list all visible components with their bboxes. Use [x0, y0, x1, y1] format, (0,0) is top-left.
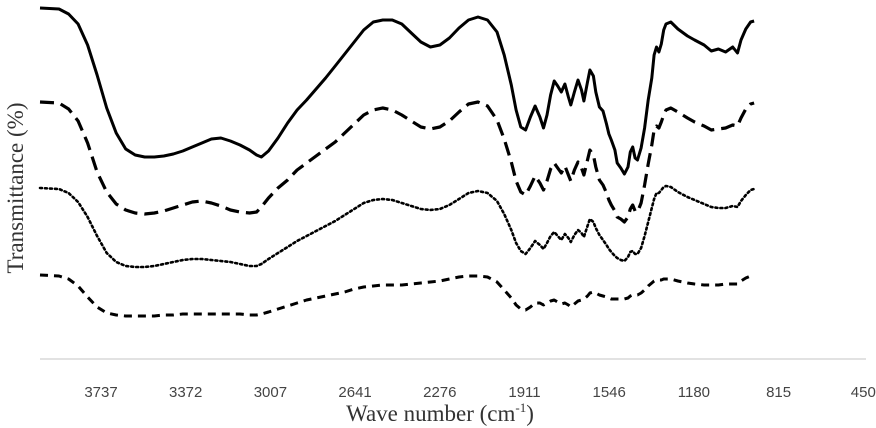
- x-tick-label: 1546: [592, 384, 626, 401]
- series-line-1-solid: [40, 8, 754, 174]
- series-line-3-dotted: [40, 186, 754, 267]
- x-tick-label: 1180: [677, 384, 711, 401]
- x-tick-labels: [84, 384, 876, 401]
- x-tick-label: 450: [850, 384, 876, 401]
- series-line-4-short-dash: [40, 275, 754, 316]
- x-tick-label: 3007: [253, 384, 288, 401]
- x-tick-label: 815: [766, 384, 792, 401]
- x-tick-label: 3372: [169, 384, 203, 401]
- series-layer: [40, 8, 754, 316]
- plot-area: [40, 8, 866, 359]
- y-axis-title: Transmittance (%): [3, 102, 28, 274]
- x-axis-title: Wave number $(cm^{-1})$: [346, 400, 534, 426]
- x-tick-label: 3737: [84, 384, 118, 401]
- x-tick-label: 2276: [423, 384, 457, 401]
- x-tick-label: 2641: [338, 384, 372, 401]
- x-tick-label: 1911: [508, 384, 541, 401]
